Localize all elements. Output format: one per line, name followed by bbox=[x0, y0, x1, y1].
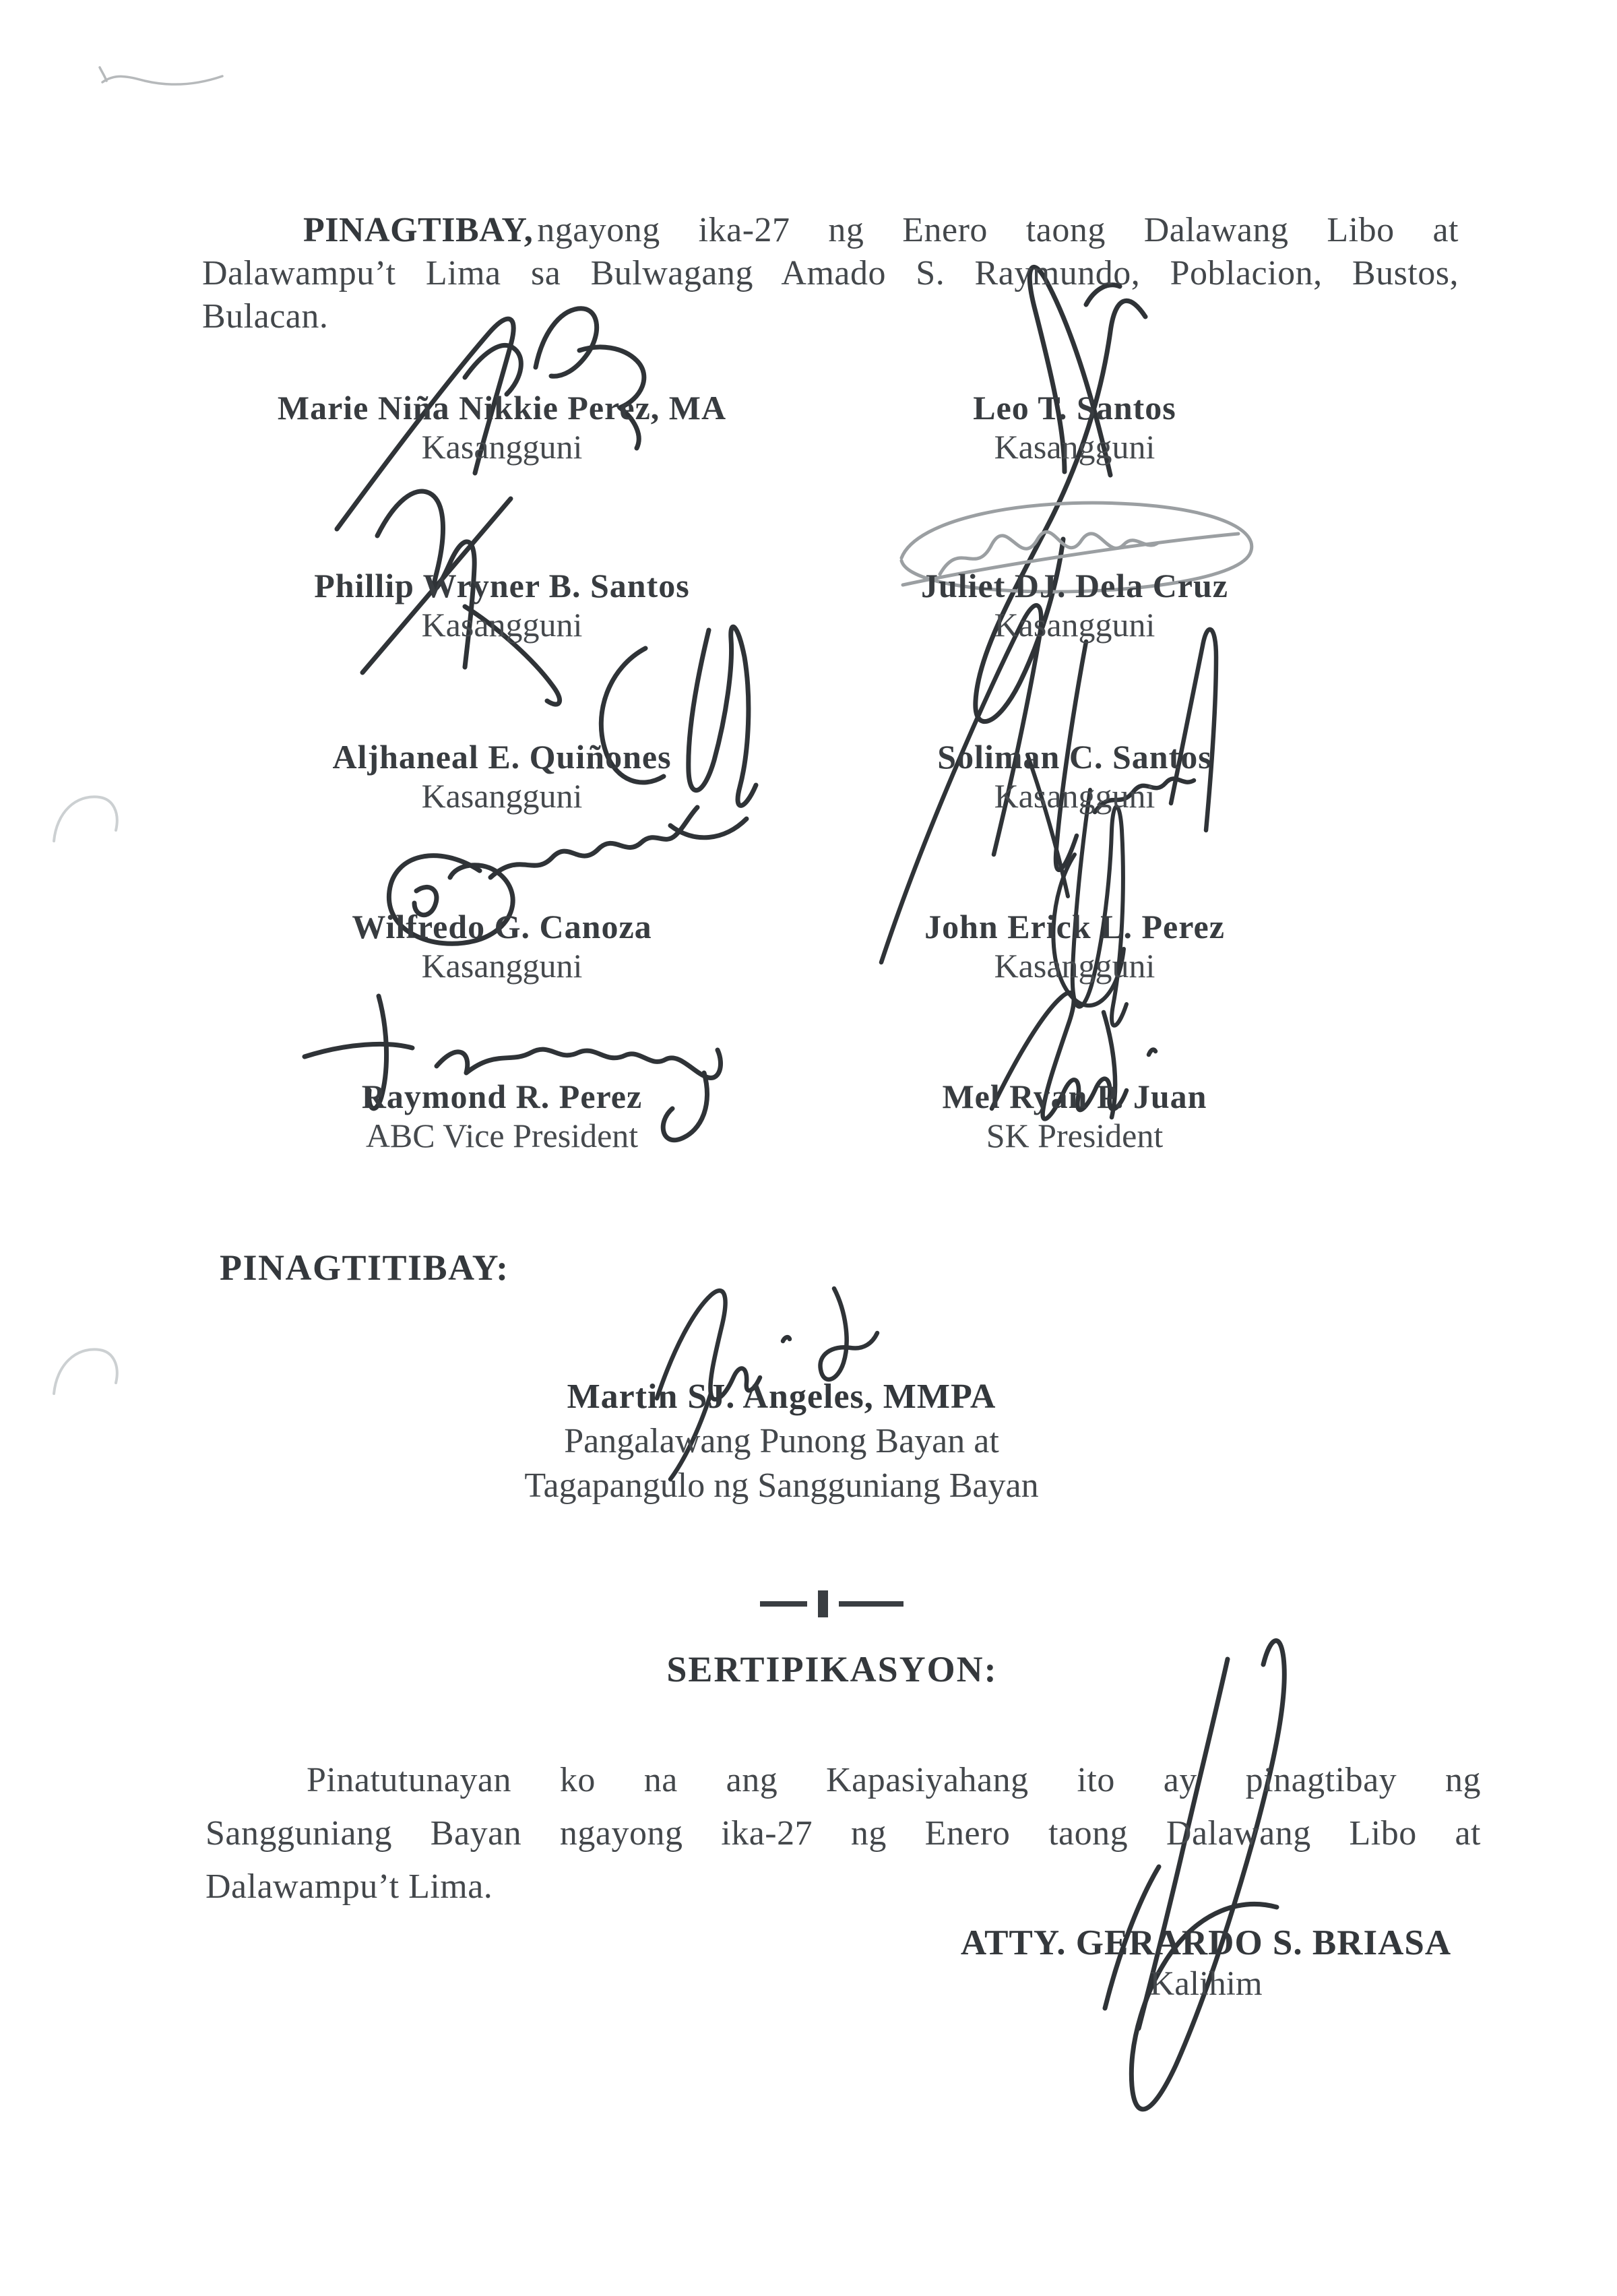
signatory-title: ABC Vice President bbox=[365, 1117, 639, 1154]
signatory-title: Kasangguni bbox=[421, 428, 583, 466]
signatory-name: Mel Ryan P. Juan bbox=[942, 1078, 1207, 1115]
certification-signer-block bbox=[903, 1922, 1509, 2004]
certification-paragraph bbox=[205, 1754, 1481, 1913]
signatory-soliman-santos bbox=[738, 737, 1412, 815]
attestation-heading: PINAGTITIBAY: bbox=[220, 1247, 509, 1288]
signatory-name: Wilfredo G. Canoza bbox=[352, 908, 652, 945]
signatory-john-erick-perez bbox=[738, 907, 1412, 985]
signatory-title: Kasangguni bbox=[994, 606, 1155, 644]
adoption-line-3: Bulacan. bbox=[202, 297, 329, 336]
attestation-signer-block bbox=[377, 1375, 1186, 1508]
certification-line-3: Dalawampu’t Lima. bbox=[205, 1867, 493, 1906]
signatory-leo-santos bbox=[738, 388, 1412, 466]
signatory-name: Soliman C. Santos bbox=[937, 738, 1212, 776]
adoption-paragraph bbox=[202, 209, 1459, 338]
signatory-juliet-dela-cruz bbox=[738, 566, 1412, 644]
signatory-title: Kasangguni bbox=[994, 947, 1155, 985]
signatory-title: Kasangguni bbox=[994, 428, 1155, 466]
certification-signer-title: Kalihim bbox=[1149, 1965, 1263, 2003]
signatory-title: Kasangguni bbox=[994, 777, 1155, 815]
signatory-title: Kasangguni bbox=[421, 947, 583, 985]
signatory-name: Phillip Wryner B. Santos bbox=[314, 567, 690, 604]
signatory-name: Leo T. Santos bbox=[973, 389, 1176, 427]
divider-dash-left bbox=[760, 1601, 807, 1607]
divider-dash-right bbox=[839, 1601, 903, 1607]
signatory-name: John Erick L. Perez bbox=[924, 908, 1225, 945]
signatory-name: Marie Niña Nikkie Perez, MA bbox=[277, 389, 727, 427]
adoption-line-1-rest: ngayong ika-27 ng Enero taong Dalawang Libo at bbox=[537, 211, 1459, 249]
signatory-title: Kasangguni bbox=[421, 606, 583, 644]
attestation-signer-name: Martin SJ. Angeles, MMPA bbox=[567, 1377, 996, 1416]
divider-center-block bbox=[818, 1590, 828, 1617]
scan-scribble-top-left bbox=[100, 67, 222, 84]
attestation-signer-title-2: Tagapangulo ng Sangguniang Bayan bbox=[524, 1466, 1039, 1505]
adoption-lead-word: PINAGTIBAY, bbox=[303, 211, 534, 249]
adoption-line-1 bbox=[202, 209, 1459, 252]
signatory-title: SK President bbox=[986, 1117, 1164, 1154]
signatory-name: Juliet DJ. Dela Cruz bbox=[920, 567, 1229, 604]
margin-arc-mark-2 bbox=[54, 1349, 117, 1394]
signatory-title: Kasangguni bbox=[421, 777, 583, 815]
certification-heading: SERTIPIKASYON: bbox=[666, 1649, 998, 1689]
signatory-mel-ryan-juan bbox=[738, 1077, 1412, 1155]
certification-signer-name: ATTY. GERARDO S. BRIASA bbox=[960, 1923, 1452, 1962]
adoption-line-2: Dalawampu’t Lima sa Bulwagang Amado S. Raymundo, Poblacion, Bustos, bbox=[202, 254, 1459, 292]
section-divider bbox=[744, 1590, 919, 1617]
margin-arc-mark-1 bbox=[54, 797, 117, 841]
signatory-name: Aljhaneal E. Quiñones bbox=[332, 738, 672, 776]
attestation-signer-title-1: Pangalawang Punong Bayan at bbox=[564, 1422, 999, 1460]
signatory-name: Raymond R. Perez bbox=[361, 1078, 643, 1115]
certification-line-2: Sangguniang Bayan ngayong ika-27 ng Enero taong Dalawang Libo at bbox=[205, 1814, 1481, 1853]
certification-line-1: Pinatutunayan ko na ang Kapasiyahang ito ay pinagtibay ng bbox=[307, 1761, 1481, 1799]
